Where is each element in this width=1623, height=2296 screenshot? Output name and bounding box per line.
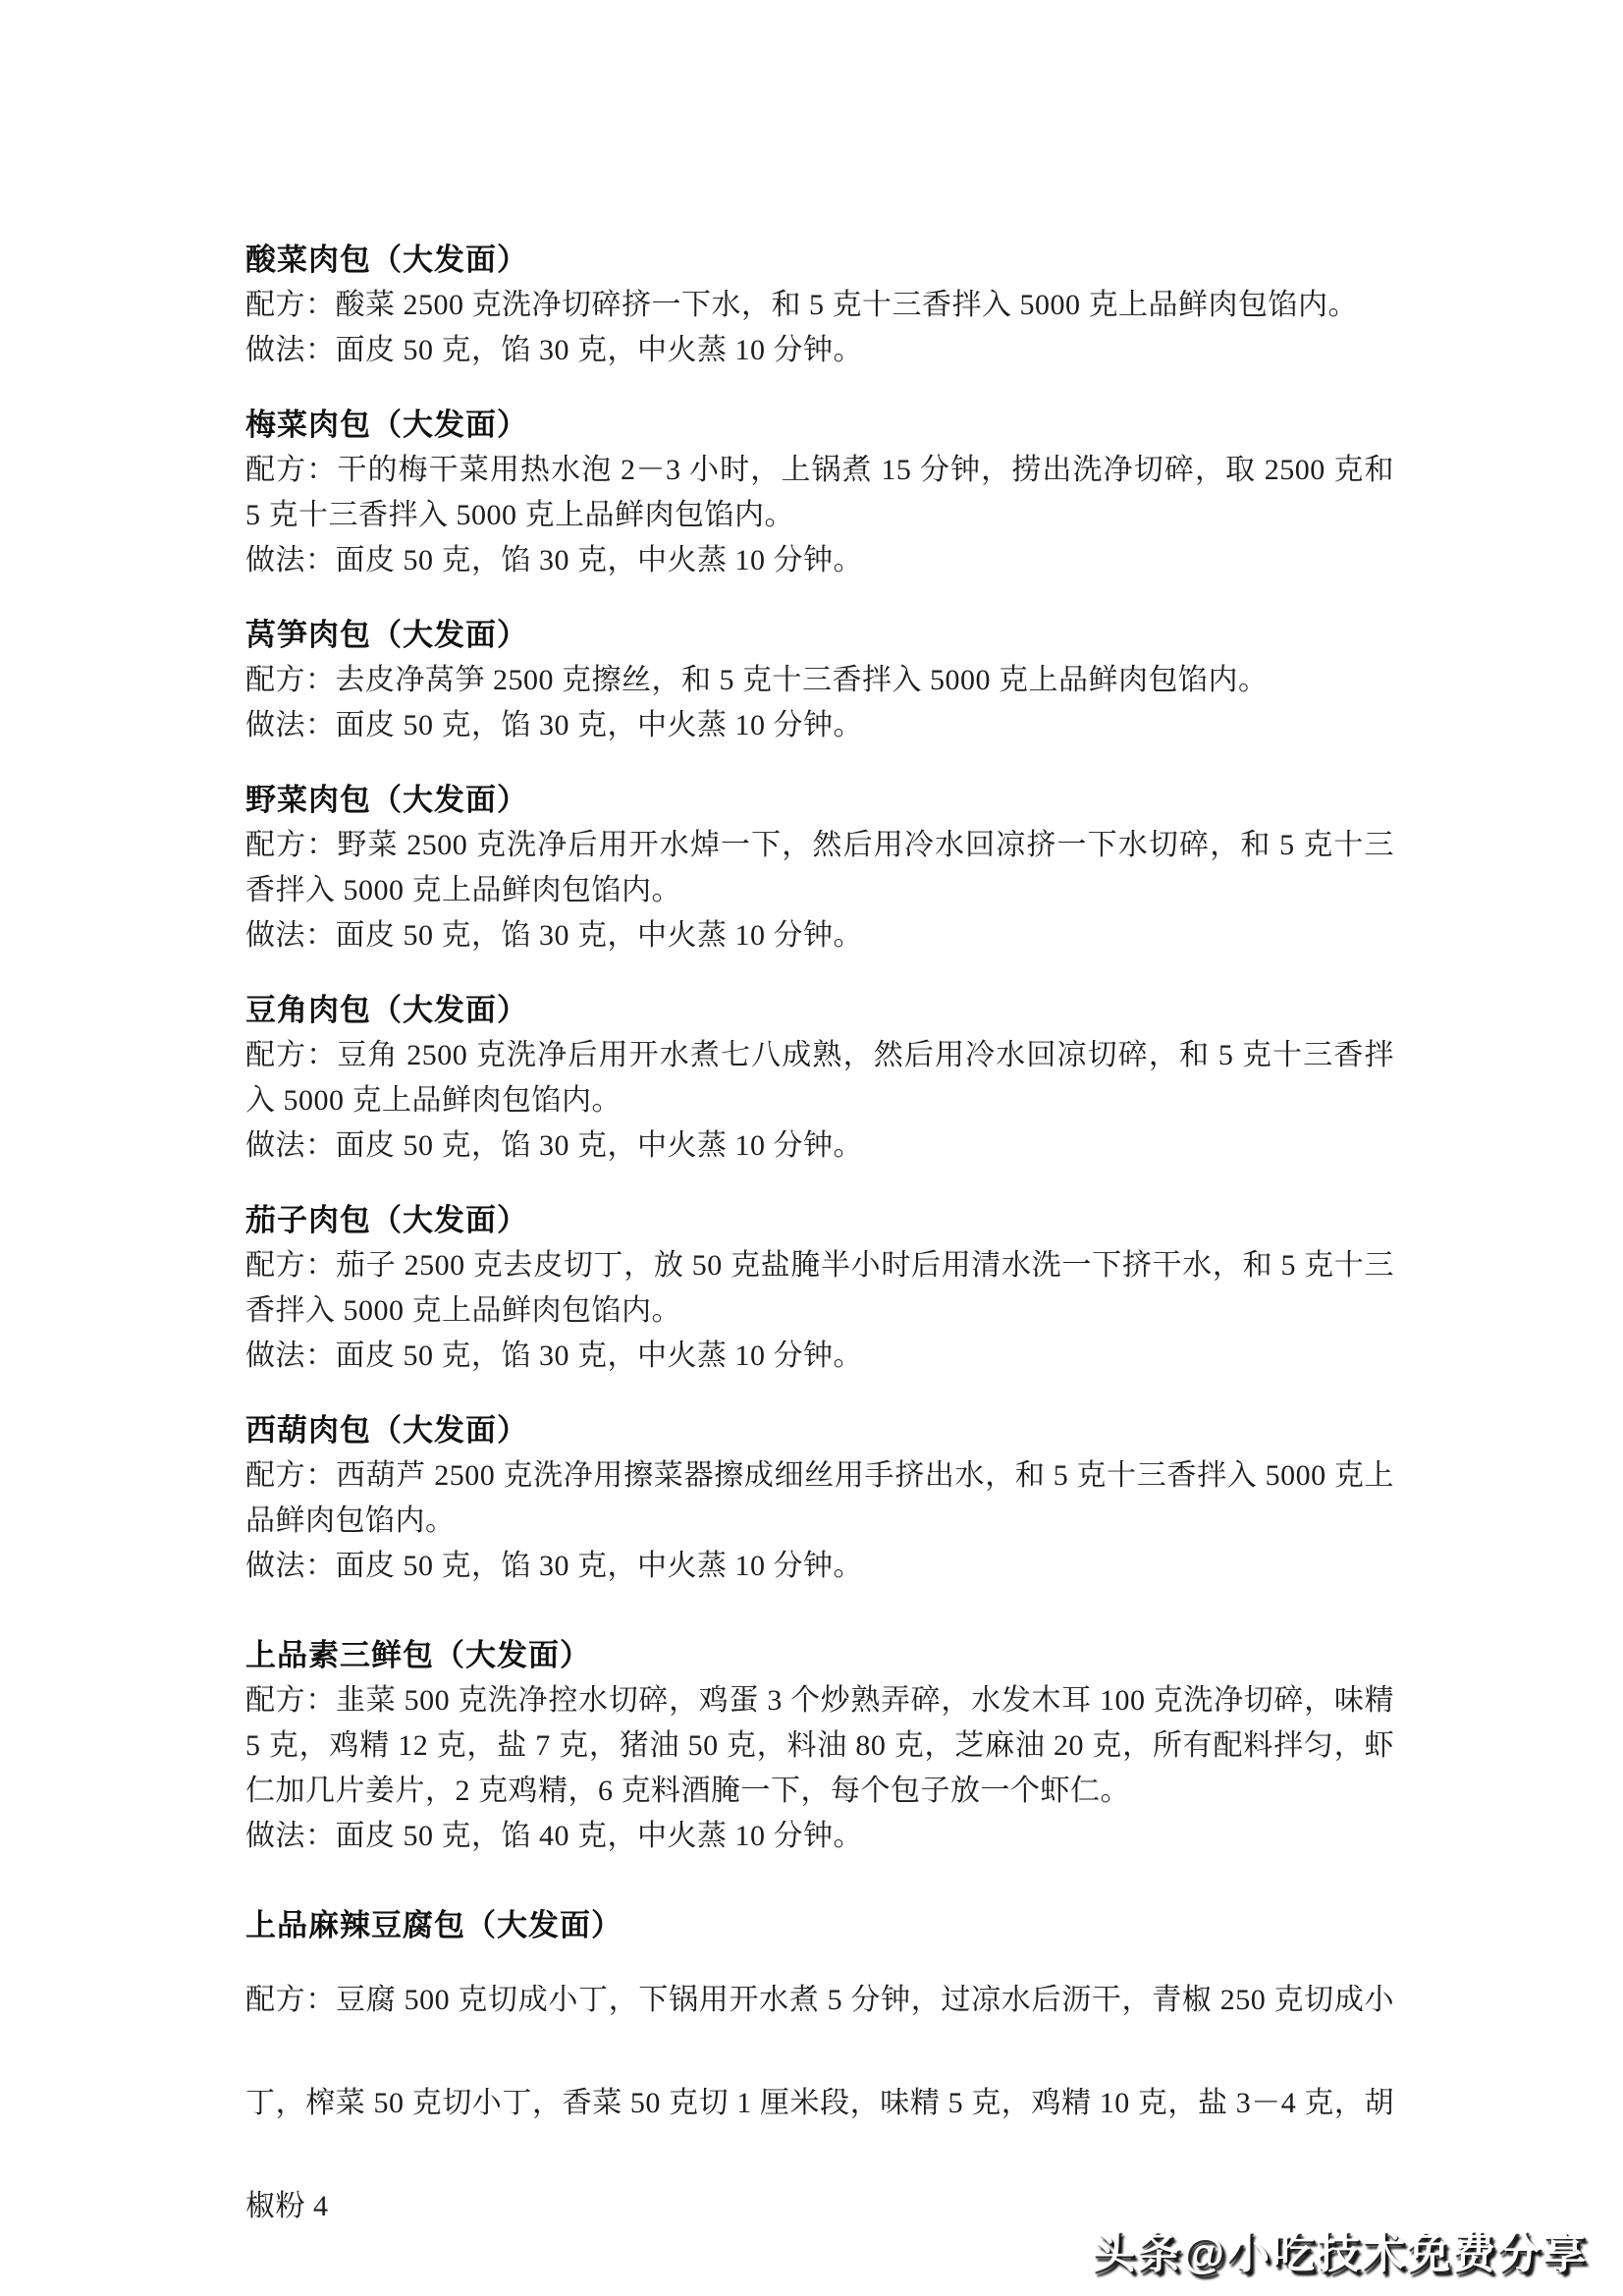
recipe-title: 茄子肉包（大发面） [245, 1203, 528, 1237]
recipe-section [245, 1633, 1394, 1859]
recipe-formula: 配方：西葫芦 2500 克洗净用擦菜器擦成细丝用手挤出水，和 5 克十三香拌入 5000 克上品鲜肉包馅内。 [245, 1459, 1394, 1537]
recipe-title: 梅菜肉包（大发面） [245, 408, 528, 442]
recipe-title: 上品麻辣豆腐包（大发面） [245, 1908, 622, 1942]
recipe-section [245, 613, 1394, 748]
recipe-method: 做法：面皮 50 克，馅 30 克，中火蒸 10 分钟。 [245, 334, 863, 366]
recipe-list [245, 238, 1394, 2287]
recipe-section [245, 988, 1394, 1169]
recipe-formula: 配方：去皮净莴笋 2500 克擦丝，和 5 克十三香拌入 5000 克上品鲜肉包馅内。 [245, 664, 1269, 696]
recipe-section [245, 1198, 1394, 1379]
recipe-method: 做法：面皮 50 克，馅 30 克，中火蒸 10 分钟。 [245, 544, 863, 576]
recipe-formula: 配方：野菜 2500 克洗净后用开水焯一下，然后用冷水回凉挤一下水切碎，和 5 克十三香拌入 5000 克上品鲜肉包馅内。 [245, 829, 1394, 906]
recipe-title: 酸菜肉包（大发面） [245, 243, 528, 277]
recipe-title: 西葫肉包（大发面） [245, 1413, 528, 1448]
recipe-formula: 配方：酸菜 2500 克洗净切碎挤一下水，和 5 克十三香拌入 5000 克上品鲜肉包馅内。 [245, 289, 1358, 321]
recipe-method: 做法：面皮 50 克，馅 30 克，中火蒸 10 分钟。 [245, 709, 863, 741]
recipe-section [245, 1408, 1394, 1589]
recipe-formula: 配方：茄子 2500 克去皮切丁，放 50 克盐腌半小时后用清水洗一下挤干水，和 5 克十三香拌入 5000 克上品鲜肉包馅内。 [245, 1249, 1394, 1327]
recipe-section [245, 238, 1394, 373]
recipe-formula: 配方：干的梅干菜用热水泡 2－3 小时，上锅煮 15 分钟，捞出洗净切碎，取 2500 克和 5 克十三香拌入 5000 克上品鲜肉包馅内。 [245, 454, 1394, 531]
recipe-title: 莴笋肉包（大发面） [245, 618, 528, 652]
watermark: 头条@小吃技术免费分享 [1092, 2229, 1588, 2277]
recipe-section [245, 778, 1394, 958]
recipe-formula: 配方：豆腐 500 克切成小丁，下锅用开水煮 5 分钟，过凉水后沥干，青椒 250 克切成小丁，榨菜 50 克切小丁，香菜 50 克切 1 厘米段，味精 5 克，鸡精 10 克，盐 3－4 克，胡椒粉 4 [245, 1984, 1394, 2222]
recipe-section [245, 1903, 1394, 2258]
recipe-section [245, 403, 1394, 583]
recipe-formula: 配方：豆角 2500 克洗净后用开水煮七八成熟，然后用冷水回凉切碎，和 5 克十三香拌入 5000 克上品鲜肉包馅内。 [245, 1039, 1394, 1117]
recipe-method: 做法：面皮 50 克，馅 40 克，中火蒸 10 分钟。 [245, 1820, 863, 1852]
recipe-title: 野菜肉包（大发面） [245, 783, 528, 817]
recipe-method: 做法：面皮 50 克，馅 30 克，中火蒸 10 分钟。 [245, 1339, 863, 1372]
recipe-title: 豆角肉包（大发面） [245, 993, 528, 1027]
recipe-method: 做法：面皮 50 克，馅 30 克，中火蒸 10 分钟。 [245, 919, 863, 952]
recipe-formula: 配方：韭菜 500 克洗净控水切碎，鸡蛋 3 个炒熟弄碎，水发木耳 100 克洗净切碎，味精 5 克，鸡精 12 克，盐 7 克，猪油 50 克，料油 80 克，芝麻油 20 克，所有配料拌匀，虾仁加几片姜片，2 克鸡精，6 克料酒腌一下，每个包子放一个虾仁。 [245, 1684, 1394, 1807]
recipe-method: 做法：面皮 50 克，馅 30 克，中火蒸 10 分钟。 [245, 1550, 863, 1582]
recipe-method: 做法：面皮 50 克，馅 30 克，中火蒸 10 分钟。 [245, 1129, 863, 1162]
recipe-title: 上品素三鲜包（大发面） [245, 1638, 591, 1672]
